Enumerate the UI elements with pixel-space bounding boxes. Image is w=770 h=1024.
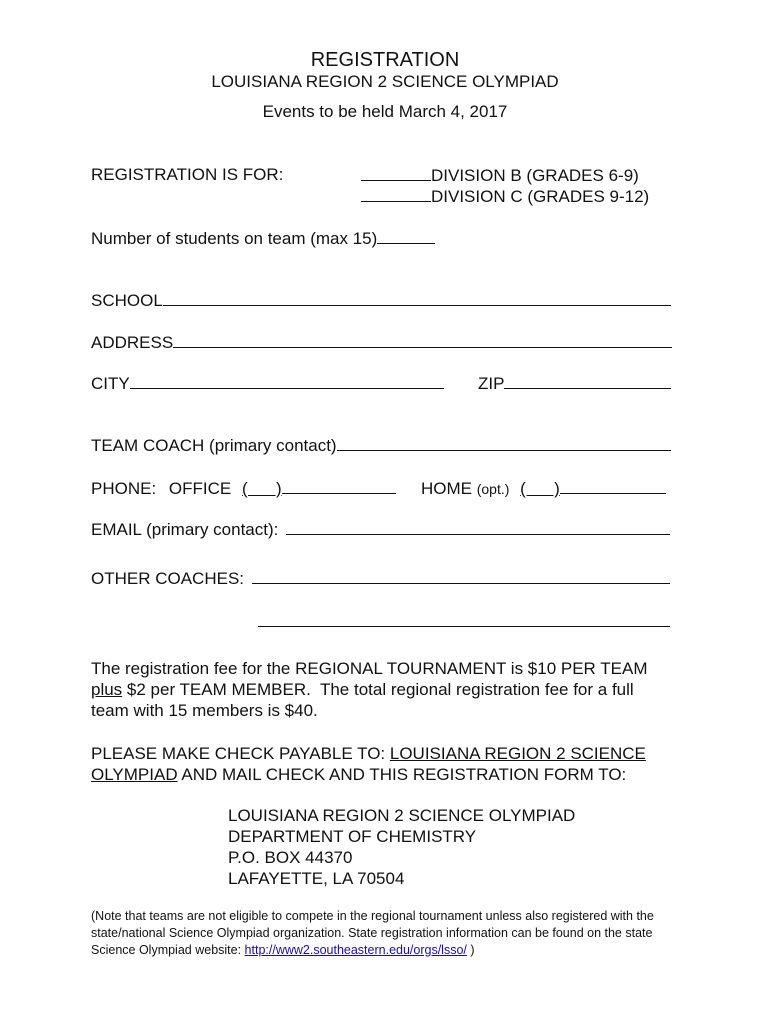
division-c-label: DIVISION C (GRADES 9-12) [431,187,650,206]
payee-name-part-2: OLYMPIAD [91,765,178,784]
address-blank[interactable] [173,332,672,348]
office-label: OFFICE [168,479,232,498]
school-row [91,290,671,311]
payable-line-1: PLEASE MAKE CHECK PAYABLE TO: LOUISIANA REGION 2 SCIENCE [91,744,646,763]
event-date: Events to be held March 4, 2017 [262,102,508,121]
home-area-code[interactable]: ( ) [520,479,560,498]
city-label: CITY [91,374,130,393]
division-b-blank[interactable] [361,165,431,181]
students-row [91,228,435,249]
email-blank[interactable] [286,519,670,535]
state-website-link[interactable]: http://www2.southeastern.edu/orgs/lsso/ [244,943,467,957]
mailing-address [228,805,575,889]
eligibility-note: (Note that teams are not eligible to compete in the regional tournament unless also registered with the state/national Science Olympiad organization. State registration information can be found on the state Science Olympiad website: http://www2.southeastern.edu/orgs/lsso/ ) [91,909,654,957]
fee-line-2: plus $2 per TEAM MEMBER. The total regional registration fee for a full [91,680,634,699]
fee-line-3: team with 15 members is $40. [91,701,318,720]
address-line-2: DEPARTMENT OF CHEMISTRY [228,827,477,846]
other-coaches-blank-2[interactable] [258,612,670,627]
fee-paragraph [91,658,691,721]
division-b-option [361,165,639,186]
office-phone-blank[interactable] [282,478,396,494]
payable-line-2: OLYMPIAD AND MAIL CHECK AND THIS REGISTRATION FORM TO: [91,765,627,784]
home-optional-label: (opt.) [476,481,510,497]
other-coaches-label: OTHER COACHES: [91,569,245,588]
zip-blank[interactable] [504,373,671,389]
phone-row [91,478,396,499]
division-c-option [361,186,649,207]
payee-name-part-1: LOUISIANA REGION 2 SCIENCE [389,744,646,763]
email-row [91,519,670,540]
school-label: SCHOOL [91,291,163,310]
address-row [91,332,672,353]
division-b-label: DIVISION B (GRADES 6-9) [431,166,639,185]
other-coaches-row [91,568,670,589]
address-line-1: LOUISIANA REGION 2 SCIENCE OLYMPIAD [228,806,576,825]
home-label: HOME [421,479,472,498]
organization-name: LOUISIANA REGION 2 SCIENCE OLYMPIAD [211,72,559,91]
zip-label: ZIP [478,374,505,393]
zip-row [478,373,671,394]
students-blank[interactable] [377,228,435,244]
email-label: EMAIL (primary contact): [91,520,279,539]
city-blank[interactable] [130,373,444,389]
office-area-code[interactable]: ( ) [242,479,282,498]
fee-line-1: The registration fee for the REGIONAL TOURNAMENT is $10 PER TEAM [91,659,648,678]
home-phone-blank[interactable] [560,478,666,494]
address-line-4: LAFAYETTE, LA 70504 [228,869,405,888]
coach-row [91,435,671,456]
coach-label: TEAM COACH (primary contact) [91,436,337,455]
city-row [91,373,444,394]
page-title: REGISTRATION [310,49,460,71]
fee-plus-word: plus [91,680,123,699]
address-label: ADDRESS [91,333,174,352]
payable-paragraph [91,743,691,785]
other-coaches-blank-1[interactable] [252,568,670,584]
students-label: Number of students on team (max 15) [91,229,378,248]
school-blank[interactable] [163,290,671,306]
registration-for-label: REGISTRATION IS FOR: [91,165,284,184]
division-c-blank[interactable] [361,186,431,202]
address-line-3: P.O. BOX 44370 [228,848,353,867]
phone-label: PHONE: [91,479,157,498]
home-phone-row [421,478,666,499]
coach-blank[interactable] [337,435,671,451]
